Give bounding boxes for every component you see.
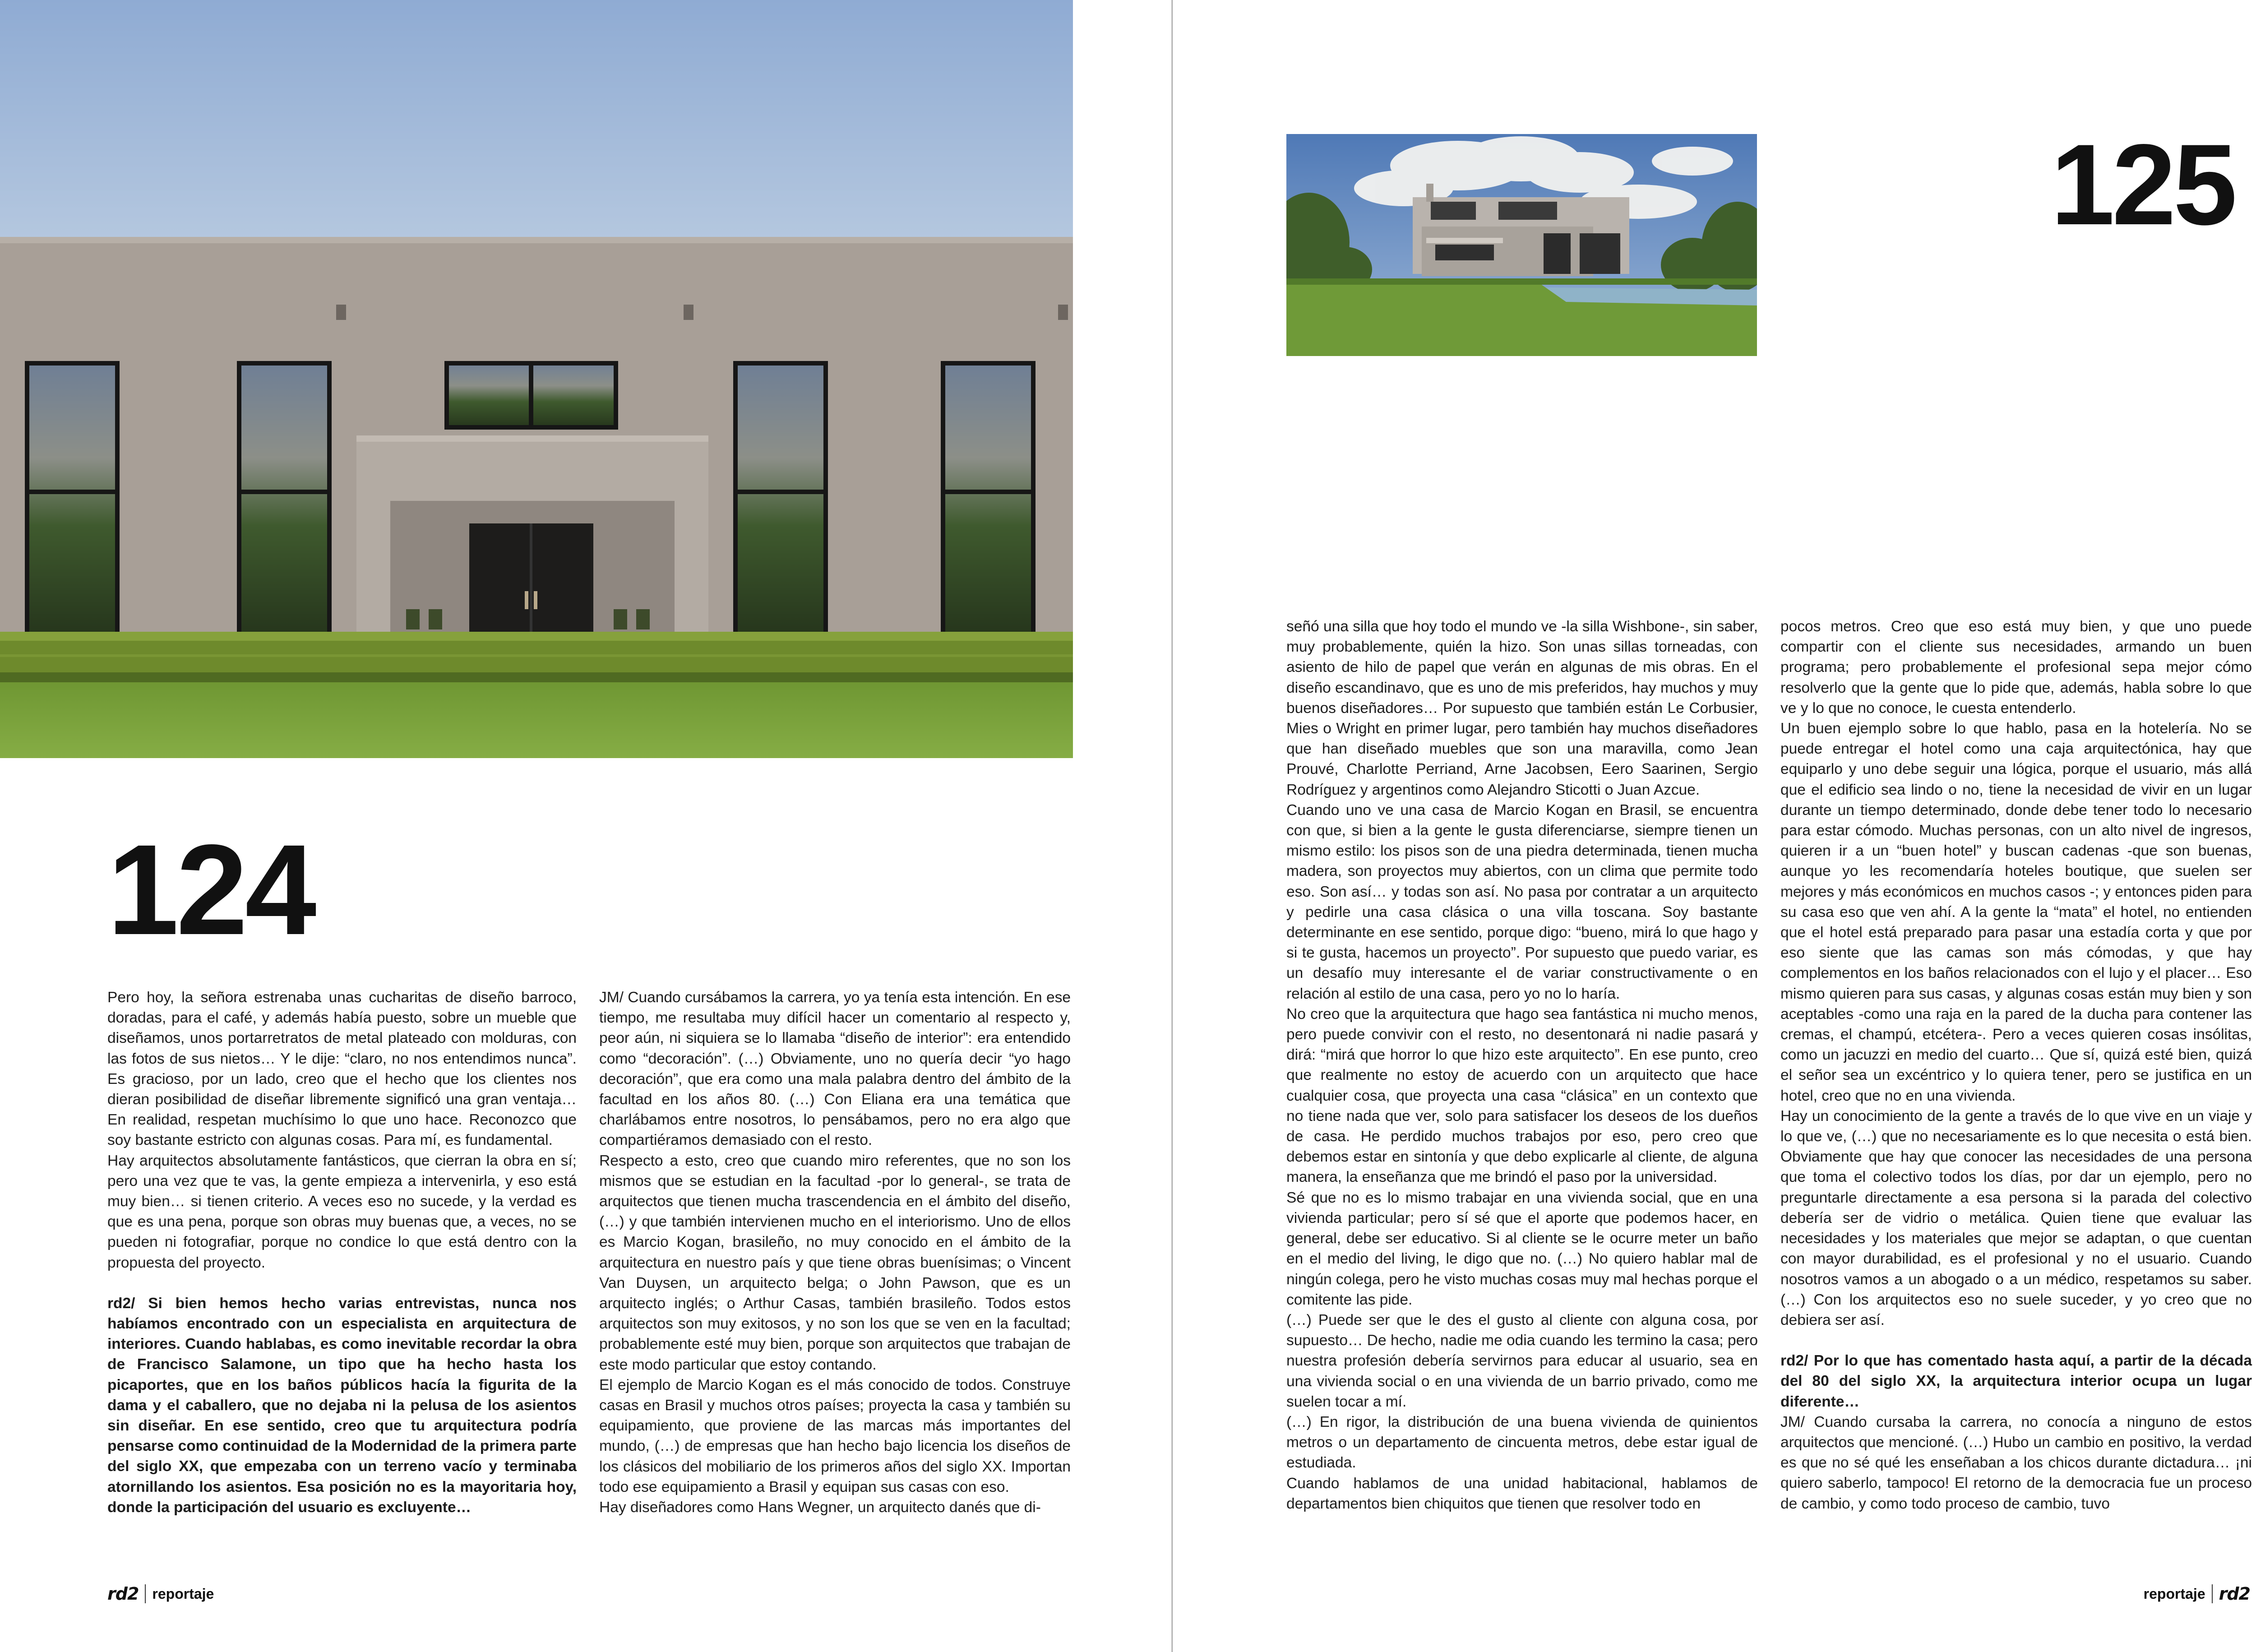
paragraph: (…) Puede ser que le des el gusto al cliente con alguna cosa, por supuesto… De hecho, nadie me odia cuando les termino la casa; pero nuestra profesión debería servirnos para educar al usuario, sea en una vivienda social o en una vivienda de un barrio privado, como me suelen tocar a mí. bbox=[1286, 1311, 1758, 1410]
footer-right bbox=[2144, 1584, 2250, 1604]
section-label: reportaje bbox=[152, 1585, 214, 1602]
rd2-logo: rd2 bbox=[107, 1584, 139, 1604]
page-number-right: 125 bbox=[2051, 120, 2235, 249]
rd2-logo: rd2 bbox=[2219, 1584, 2250, 1604]
text-column-1 bbox=[107, 987, 577, 1518]
text-column-4 bbox=[1780, 616, 2252, 1514]
paragraph: JM/ Cuando cursaba la carrera, no conocía a ninguno de estos arquitectos que mencioné. (…) Hubo un cambio en positivo, la verdad es que no sé qué les enseñaban a los chicos durante dictadura… ¡ni quiero saberlo, tampoco! El retorno de la democracia fue un proceso de cambio, y como todo proceso de cambio, tuvo bbox=[1780, 1413, 2252, 1512]
text-column-3 bbox=[1286, 616, 1758, 1514]
interview-question: rd2/ Si bien hemos hecho varias entrevistas, nunca nos habíamos encontrado con un especialista en arquitectura de interiores. Cuando hablabas, es como inevitable recordar la obra de Francisco Salamone, un tipo que ha hecho hasta los picaportes, que en los baños públicos hacía la figurita de la dama y el caballero, que no dejaba ni la pelusa de los asientos sin diseñar. En ese sentido, creo que tu arquitectura podría pensarse como continuidad de la Modernidad de la primera parte del siglo XX, que empezaba con un terreno vacío y terminaba atornillando los asientos. Esa posición no es la mayoritaria hoy, donde la participación del usuario es excluyente… bbox=[107, 1295, 577, 1516]
house-facade-photo bbox=[0, 0, 1073, 758]
page-number-left: 124 bbox=[107, 818, 314, 962]
paragraph: El ejemplo de Marcio Kogan es el más conocido de todos. Construye casas en Brasil y muchos otros países; proyecta la casa y también su equipamiento, que proviene de las marcas más importantes del mundo, (…) de empresas que han hecho bajo licencia los diseños de los clásicos del mobiliario de los primeros años del siglo XX. Importan todo ese equipamiento a Brasil y equipan sus casas con eso. bbox=[599, 1376, 1071, 1495]
paragraph-gap bbox=[1780, 1330, 2252, 1351]
paragraph: No creo que la arquitectura que hago sea fantástica ni mucho menos, pero puede convivir con el resto, no desentonará ni nadie pasará y dirá: “mirá que horror lo que hizo este arquitecto”. En ese punto, creo que realmente no estoy de acuerdo con un arquitecto que hace cualquier cosa, que proyecta una casa “clásica” en un contexto que no tiene nada que ver, solo para satisfacer los deseos de los dueños de casa. He perdido muchos trabajos por eso, pero creo que debemos estar en sintonía y que debo explicarle al cliente, de alguna manera, la enseñanza que me brindó el paso por la universidad. bbox=[1286, 1005, 1758, 1186]
paragraph: (…) En rigor, la distribución de una buena vivienda de quinientos metros o un departamento de cincuenta metros, debe estar igual de estudiada. bbox=[1286, 1413, 1758, 1472]
footer-separator bbox=[145, 1584, 146, 1603]
paragraph: Sé que no es lo mismo trabajar en una vivienda social, que en una vivienda particular; pero sí sé que el aporte que podemos hacer, en general, debe ser educativo. Si al cliente se le ocurre meter un baño en el medio del living, le digo que no. (…) No quiero hablar mal de ningún colega, pero he visto muchas cosas muy mal hechas porque el comitente las pide. bbox=[1286, 1189, 1758, 1308]
footer-separator bbox=[2212, 1584, 2213, 1603]
paragraph: Hay diseñadores como Hans Wegner, un arquitecto danés que di- bbox=[599, 1499, 1041, 1516]
paragraph: Respecto a esto, creo que cuando miro referentes, que no son los mismos que se estudian en la facultad -por lo general-, se trata de arquitectos que tienen mucha trascendencia en el ámbito del diseño, (…) y que también intervienen mucho en el interiorismo. Uno de ellos es Marcio Kogan, brasileño, no muy conocido en el ámbito de la arquitectura en nuestro país y que tiene obras buenísimas; o Vincent Van Duysen, un arquitecto belga; o John Pawson, que es un arquitecto inglés; o Arthur Casas, también brasileño. Todos estos arquitectos son muy exitosos, y no son los que se ven en la facultad; probablemente esté muy bien, porque son arquitectos que trabajan de este modo particular que estoy contando. bbox=[599, 1152, 1071, 1373]
paragraph: pocos metros. Creo que eso está muy bien, y que uno puede compartir con el cliente sus necesidades, armando un buen programa; pero probablemente el profesional sepa mejor cómo resolverlo que la gente que lo pide que, además, habla sobre lo que ve y lo que no conoce, le cuesta entenderlo. bbox=[1780, 618, 2252, 717]
paragraph: Pero hoy, la señora estrenaba unas cucharitas de diseño barroco, doradas, para el café, y además había puesto, sobre un mueble que diseñamos, unos portarretratos de metal plateado con molduras, con las fotos de sus nietos… Y le dije: “claro, no nos entendimos nunca”. Es gracioso, por un lado, creo que el hecho que los clientes nos dieran posibilidad de diseñar libremente significó una gran ventaja… En realidad, respetan muchísimo lo que uno hace. Reconozco que soy bastante estricto con algunas cosas. Para mí, es fundamental. bbox=[107, 989, 577, 1149]
text-column-2 bbox=[599, 987, 1071, 1518]
paragraph-gap bbox=[107, 1273, 577, 1293]
section-label: reportaje bbox=[2143, 1585, 2205, 1602]
paragraph: Cuando hablamos de una unidad habitacional, hablamos de departamentos bien chiquitos que tienen que resolver todo en bbox=[1286, 1475, 1758, 1512]
footer-left bbox=[107, 1584, 214, 1604]
paragraph: JM/ Cuando cursábamos la carrera, yo ya tenía esta intención. En ese tiempo, me resultaba muy difícil hacer un comentario al respecto y, peor aún, ni siquiera se lo llamaba “diseño de interior”: era entendido como “decoración”. (…) Obviamente, uno no quería decir “yo hago decoración”, que era como una mala palabra dentro del ámbito de la facultad en los años 80. (…) Con Eliana era una temática que charlábamos entre nosotros, lo pensábamos, pero no era algo que compartiéramos demasiado con el resto. bbox=[599, 989, 1071, 1149]
paragraph: Hay arquitectos absolutamente fantásticos, que cierran la obra en sí; pero una vez que te vas, la gente empieza a intervenirla, y eso está muy bien… si tienen criterio. A veces eso no sucede, y la verdad es que es una pena, porque son obras muy buenas que, a veces, no se pueden ni fotografiar, porque no condice lo que está dentro con la propuesta del proyecto. bbox=[107, 1152, 577, 1271]
interview-question: rd2/ Por lo que has comentado hasta aquí, a partir de la década del 80 del siglo XX, la arquitectura interior ocupa un lugar diferente… bbox=[1780, 1352, 2252, 1410]
paragraph: Cuando uno ve una casa de Marcio Kogan en Brasil, se encuentra con que, si bien a la gente le gusta diferenciarse, siempre tienen un mismo estilo: los pisos son de una piedra determinada, tienen mucha madera, son proyectos muy abiertos, con un clima que permite todo eso. Son así… y todas son así. No pasa por contratar a un arquitecto y pedirle una casa clásica o una villa toscana. Soy bastante determinante en ese sentido, porque digo: “bueno, mirá lo que hago y si te gusta, hacemos un proyecto”. Por supuesto que puedo variar, es un desafío muy interesante el de variar constructivamente o en relación al estilo de una casa, pero yo no lo haría. bbox=[1286, 801, 1758, 1002]
house-pool-photo bbox=[1286, 134, 1757, 356]
paragraph: Un buen ejemplo sobre lo que hablo, pasa en la hotelería. No se puede entregar el hotel como una caja arquitectónica, hay que equiparlo y uno debe seguir una lógica, porque el usuario, más allá que el edificio sea lindo o no, tiene la necesidad de vivir en un lugar durante un tiempo determinado, donde debe tener todo lo necesario para estar cómodo. Muchas personas, con un alto nivel de ingresos, quieren ir a un “buen hotel” y buscan cadenas -que son buenas, aunque yo les recomendaría hoteles boutique, que suelen ser mejores y más económicos en muchos casos -; y entonces piden para su casa eso que ven ahí. A la gente la “mata” el hotel, no entienden que el hotel está preparado para pasar una estadía corta y que por eso siente que las camas son más cómodas, y que hay complementos en los baños relacionados con el lujo y el placer… Eso mismo quieren para sus casas, y algunas cosas están muy bien y son aceptables -como una raja en la pared de la ducha para contener las cremas, el champú, etcétera-. Pero a veces quieren cosas insólitas, como un jacuzzi en medio del cuarto… Que sí, quizá esté bien, quizá el señor sea un excéntrico y lo quiera tener, pero se justifica en un hotel, creo que no en una vivienda. bbox=[1780, 720, 2252, 1104]
paragraph: señó una silla que hoy todo el mundo ve -la silla Wishbone-, sin saber, muy probablemente, quién la hizo. Son unas sillas torneadas, con asiento de hilo de papel que verán en algunas de mis obras. En el diseño escandinavo, que es uno de mis preferidos, hay muchos y muy buenos diseñadores… Por supuesto que también están Le Corbusier, Mies o Wright en primer lugar, pero también hay muchos diseñadores que han diseñado muebles que son una maravilla, como Jean Prouvé, Charlotte Perriand, Arne Jacobsen, Eero Saarinen, Sergio Rodríguez y argentinos como Alejandro Sticotti o Juan Azcue. bbox=[1286, 618, 1758, 798]
paragraph: Hay un conocimiento de la gente a través de lo que vive en un viaje y lo que ve, (…) que no necesariamente es lo que necesita o está bien. Obviamente que hay que conocer las necesidades de una persona que toma el colectivo todos los días, por dar un ejemplo, pero no preguntarle directamente a esa persona si la parada del colectivo debería ser de vidrio o metálica. Quien tiene que evaluar las necesidades y los materiales que mejor se adaptan, o que cuentan con mayor durabilidad, es el profesional y no el usuario. Cuando nosotros vamos a un abogado o a un médico, respetamos su saber. (…) Con los arquitectos eso no suele suceder, y yo creo que no debiera ser así. bbox=[1780, 1107, 2252, 1328]
